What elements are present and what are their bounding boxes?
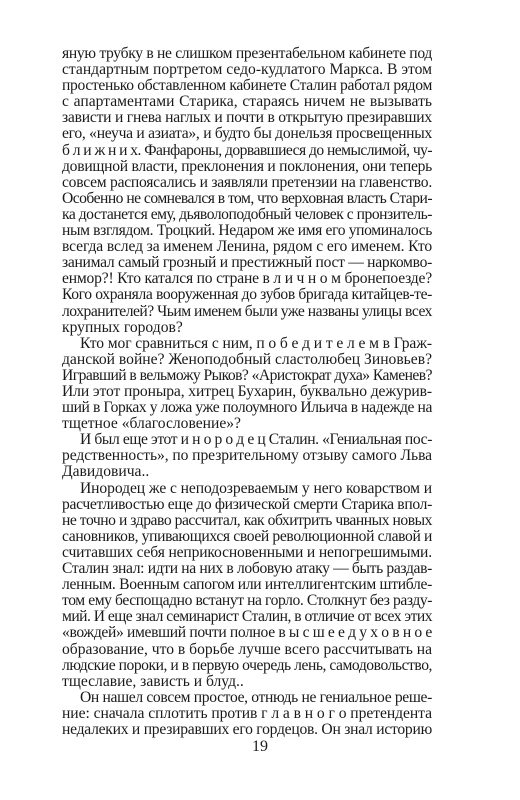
text-line: зависти и гнева наглых и почти в открытую презиравших xyxy=(62,109,432,127)
text-line: данской войне? Женоподобный сластолюбец Зиновьев? xyxy=(62,350,432,368)
text-line: его, «неуча и азиата», и будто бы донельзя просвещенных xyxy=(62,125,432,143)
text-line: мий. И еще знал семинарист Сталин, в отличие от всех этих xyxy=(62,608,432,626)
text-line: ший в Горках у ложа уже полоумного Ильича в надежде на xyxy=(62,399,432,417)
text-line: б л и ж н и х. Фанфароны, дорвавшиеся до немыслимой, чу- xyxy=(62,141,432,159)
text-line: «вождей» имевший почти полное в ы с ш е е д у х о в н о е xyxy=(62,624,432,642)
text-line: Сталин знал: идти на них в лобовую атаку — быть раздав- xyxy=(62,560,432,578)
text-line: яную трубку в не слишком презентабельном кабинете под xyxy=(62,45,432,62)
text-line: Игравший в вельможу Рыков? «Аристократ духа» Каменев? xyxy=(62,366,432,384)
text-line: совсем распоясались и заявляли претензии на главенство. xyxy=(62,173,432,191)
text-line: крупных городов? xyxy=(62,318,183,336)
text-line: занимал самый грозный и престижный пост — наркомво- xyxy=(62,254,432,272)
text-line: Инородец же с неподозреваемым у него коварством и xyxy=(80,479,432,497)
text-line: ка достанется ему, дьяволоподобный человек с пронзитель- xyxy=(62,205,433,223)
text-line: ленным. Военным сапогом или интеллигентским штибле- xyxy=(62,576,432,594)
text-line: енмор?! Кто катался по стране в л и ч н о м бронепоезде? xyxy=(62,270,432,288)
text-line: недалеких и презиравших его гордецов. Он знал историю xyxy=(62,721,432,738)
text-line: Он нашел совсем простое, отнюдь не гениальное реше- xyxy=(80,688,432,706)
text-line: стандартным портретом седо-кудлатого Маркса. В этом xyxy=(62,61,432,79)
text-line: Или этот проныра, хитрец Бухарин, буквально дежурив- xyxy=(62,383,432,400)
text-line: том ему беспощадно встанут на горло. Столкнут без разду- xyxy=(62,592,432,610)
text-line: сановников, упивающихся своей революционной славой и xyxy=(62,527,432,545)
page-number: 19 xyxy=(252,738,268,755)
text-line: Кто мог сравниться с ним, п о б е д и т е л е м в Граж- xyxy=(80,334,432,352)
text-line: всегда вслед за именем Ленина, рядом с его именем. Кто xyxy=(62,238,432,256)
text-line: редственность», по презрительному отзыву самого Льва xyxy=(62,447,432,465)
text-line: тщетное «благословение»? xyxy=(62,415,241,433)
text-line: расчетливостью еще до физической смерти Старика впол- xyxy=(62,495,432,513)
text-line: И был еще этот и н о р о д е ц Сталин. «Гениальная пос- xyxy=(80,431,432,449)
text-line: лохранителей? Чьим именем были уже названы улицы всех xyxy=(62,302,432,320)
text-line: не точно и здраво рассчитал, как обхитрить чванных новых xyxy=(62,511,432,529)
text-line: тщеславие, зависть и блуд.. xyxy=(62,672,244,690)
text-line: простенько обставленном кабинете Сталин работал рядом xyxy=(62,77,432,95)
text-line: с апартаментами Старика, стараясь ничем не вызывать xyxy=(62,93,432,111)
text-line: ным взглядом. Троцкий. Недаром же имя его упоминалось xyxy=(62,222,432,240)
text-line: Кого охраняла вооруженная до зубов бригада китайцев-те- xyxy=(62,286,432,304)
text-line: Давидовича.. xyxy=(62,463,150,481)
text-line: людские пороки, и в первую очередь лень, самодовольство, xyxy=(62,656,432,674)
text-line: образование, что в борьбе лучше всего рассчитывать на xyxy=(62,640,432,658)
text-line: Особенно не сомневался в том, что верховная власть Стари- xyxy=(62,189,432,207)
text-line: считавших себя неприкосновенными и непогрешимыми. xyxy=(62,543,432,561)
text-line: довищной власти, преклонения и поклонения, они теперь xyxy=(62,157,432,175)
text-line: ние: сначала сплотить против г л а в н о г о претендента xyxy=(62,704,432,722)
